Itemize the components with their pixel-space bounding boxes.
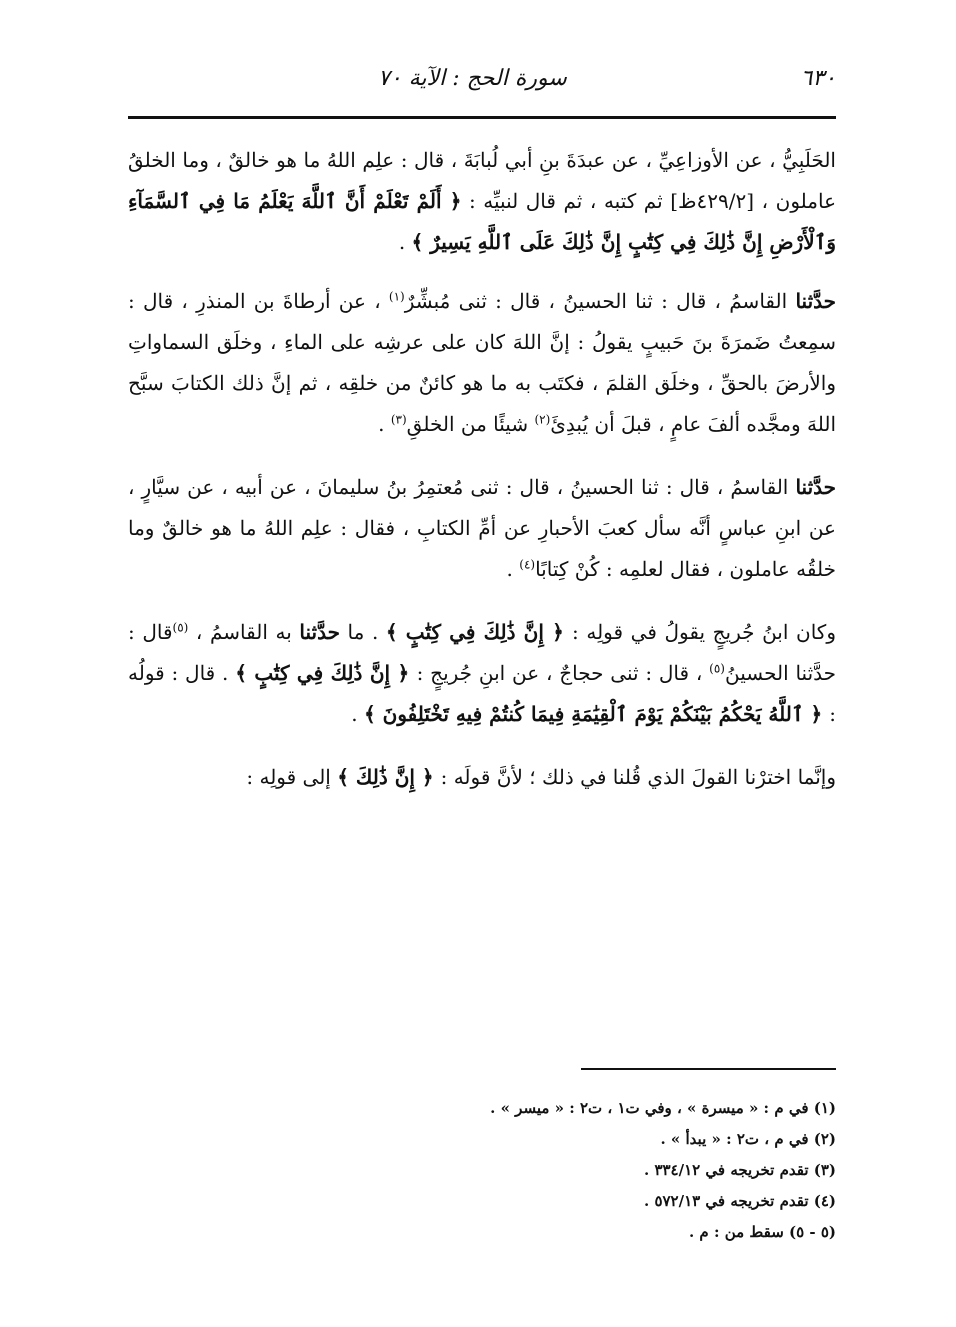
paragraph-text: القاسمُ ، قال : ثنا الحسينُ ، قال : ثنى مُعتمِرُ بنُ سليمانَ ، عن أبيه ، عن سيَّارٍ ، عن ابنِ عباسٍ أنَّه سأل كعبَ الأحبارِ عن أمِّ الكتابِ ، فقال : علِم اللهُ ما هو خالقٌ وما خلقُه عاملون ، فقال لعلمِه : كُنْ كِتابًا: [128, 475, 836, 581]
paragraph-text: .: [506, 557, 520, 581]
footnote-2: (٢) في م ، ت٢ : « يبدأ » .: [660, 1130, 836, 1148]
paragraph-3: [128, 467, 836, 590]
paragraph-text: إلى قولِه :: [246, 765, 338, 789]
paragraph-text: الحَلَبِيُّ ، عن الأوزاعِيِّ ، عن عبدَةَ بنِ أبي لُبابَةَ ، قال : علِم اللهُ ما هو خالقٌ ، وما الخلقُ عاملون ، [٤٢٩/٢ظ] ثم كتبه ، ثم قال لنبيِّه :: [128, 148, 837, 213]
quran-quote: ﴿ إِنَّ ذَٰلِكَ فِي كِتَٰبٍ ﴾: [235, 661, 417, 685]
paragraph-text: وإنَّما اخترْنا القولَ الذي قُلنا في ذلك ؛ لأنَّ قولَه :: [440, 765, 836, 789]
footnote-marker: (٢): [534, 412, 551, 427]
footnote-marker: (٥): [709, 661, 725, 676]
quran-quote: ﴿ ٱللَّهُ يَحْكُمُ بَيْنَكُمْ يَوْمَ ٱلْقِيَٰمَةِ فِيمَا كُنتُمْ فِيهِ تَخْتَلِفُونَ ﴾: [363, 702, 830, 726]
paragraph-text: . قال : قولُه :: [128, 661, 836, 726]
page-header: [128, 58, 836, 98]
paragraph-text: . ما: [339, 620, 386, 644]
footnote-1: (١) في م : « ميسرة » ، وفي ت١ ، ت٢ : « ميسر » .: [490, 1099, 836, 1117]
paragraph-5: [128, 757, 836, 798]
paragraph-text: ، عن أرطاةَ بن المنذرِ ، قال : سمِعتُ ضَمرَةَ بنَ حَبيبٍ يقولُ : إنَّ اللهَ كان على عرشِه على الماءِ ، وخلَق السماواتِ والأرضَ بالحقِّ ، وخلَق القلمَ ، فكتَب به ما هو كائنٌ من خلقِه ، ثم إنَّ ذلك الكتابَ سبَّح اللهَ ومجَّده ألفَ عامٍ ، قبلَ أن يُبدِئَ: [128, 289, 836, 436]
main-text: [128, 140, 836, 820]
footnote-marker: (١): [388, 289, 405, 304]
paragraph-text: ، قال : ثنى حجاجٌ ، عن ابنِ جُريجٍ :: [416, 661, 710, 685]
footnote-5: (٥ - ٥) سقط من : م .: [688, 1223, 836, 1241]
paragraph-text: شيئًا من الخلقِ: [406, 412, 535, 436]
running-title: سورة الحج : الآية ٧٠: [378, 65, 567, 91]
header-rule: [128, 116, 836, 119]
paragraph-2: [128, 281, 836, 445]
narration-lead: حدَّثنا: [795, 289, 836, 313]
footnote-marker: (٤): [519, 557, 536, 572]
paragraph-4: [128, 612, 836, 735]
paragraph-text: .: [351, 702, 364, 726]
footnote-separator: [581, 1068, 836, 1070]
paragraph-1: [128, 140, 836, 263]
quran-quote: ﴿ إِنَّ ذَٰلِكَ ﴾: [337, 765, 441, 789]
paragraph-text: القاسمُ ، قال : ثنا الحسينُ ، قال : ثنى مُبشِّرٌ: [404, 289, 796, 313]
footnotes: [128, 1093, 836, 1248]
footnote-marker: (٥): [172, 620, 189, 635]
paragraph-text: .: [378, 412, 391, 436]
footnote-3: (٣) تقدم تخريجه في ٣٣٤/١٢ .: [643, 1161, 836, 1179]
footnote-marker: (٣): [390, 412, 407, 427]
paragraph-text: به القاسمُ ،: [188, 620, 300, 644]
paragraph-text: قال : حدَّثنا الحسينُ: [128, 620, 837, 685]
quran-quote: ﴿ أَلَمْ تَعْلَمْ أَنَّ ٱللَّهَ يَعْلَمُ مَا فِي ٱلسَّمَآءِ وَٱلْأَرْضِ إِنَّ ذَٰلِكَ فِي كِتَٰبٍ إِنَّ ذَٰلِكَ عَلَى ٱللَّهِ يَسِيرٌ ﴾: [128, 189, 836, 254]
quran-quote: ﴿ إِنَّ ذَٰلِكَ فِي كِتَٰبٍ ﴾: [385, 620, 573, 644]
narration-lead: حدَّثنا: [299, 620, 340, 644]
paragraph-text: .: [398, 230, 412, 254]
narration-lead: حدَّثنا: [795, 475, 836, 499]
paragraph-text: وكان ابنُ جُريجٍ يقولُ في قولِه :: [572, 620, 836, 644]
page-number: ٦٣٠: [800, 65, 836, 91]
footnote-4: (٤) تقدم تخريجه في ٥٧٢/١٣ .: [643, 1192, 836, 1210]
